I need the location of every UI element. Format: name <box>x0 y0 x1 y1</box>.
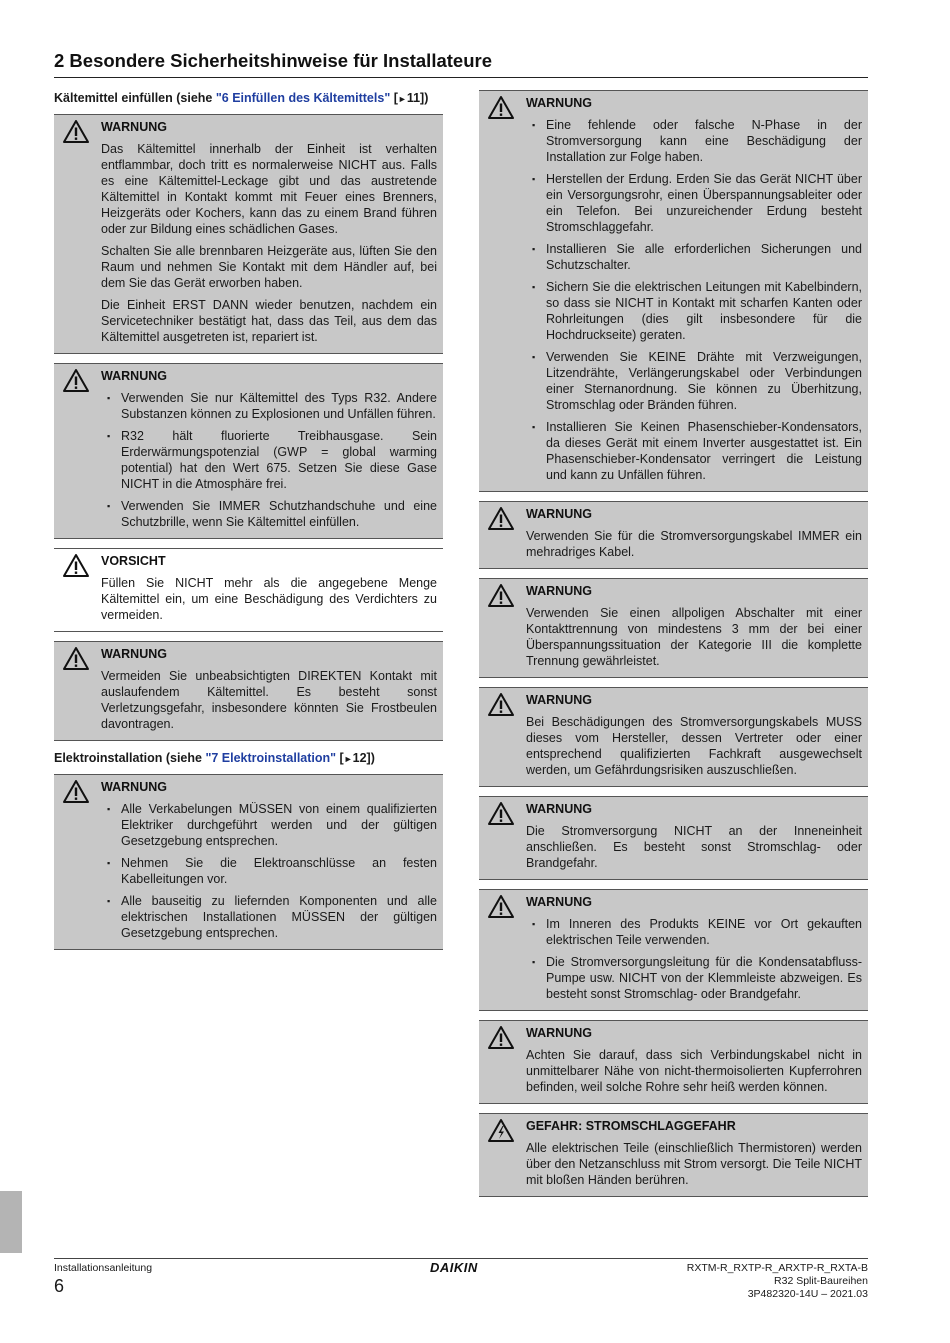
warning-triangle-icon <box>62 119 90 144</box>
box-title: WARNUNG <box>526 895 592 909</box>
danger-box <box>479 1113 868 1197</box>
box-paragraph: Achten Sie darauf, dass sich Verbindungskabel nicht in unmittelbarer Nähe von nicht-thermoisolierten Kupferrohren befinden, weil solche Rohre sehr heiß werden können. <box>526 1048 862 1094</box>
warning-box <box>54 114 443 354</box>
box-title: GEFAHR: STROMSCHLAGGEFAHR <box>526 1119 736 1133</box>
list-item: ▪ Verwenden Sie IMMER Schutzhandschuhe und eine Schutzbrille, wenn Sie Kältemittel einfüllen. <box>101 498 437 530</box>
box-paragraph: Bei Beschädigungen des Stromversorgungskabels MUSS dieses vom Hersteller, dessen Vertreter oder einer entsprechend qualifizierten Fachkraft ausgewechselt werden, um Gefährdungsrisiken auszuschließen. <box>526 715 862 777</box>
footer-doc-type: Installationsanleitung <box>54 1262 153 1274</box>
warning-triangle-icon <box>487 692 515 717</box>
warning-triangle-icon <box>62 368 90 393</box>
list-item: ▪ Alle bauseitig zu liefernden Komponenten und alle elektrischen Installationen MÜSSEN der gültigen Gesetzgebung entsprechen. <box>101 893 437 941</box>
footer-divider <box>54 1258 868 1259</box>
box-title: WARNUNG <box>101 120 167 134</box>
bullet-list <box>526 117 862 483</box>
caution-box <box>54 548 443 632</box>
warning-triangle-icon <box>62 646 90 671</box>
list-item: ▪ R32 hält fluorierte Treibhausgase. Sein Erderwärmungspotenzial (GWP = global warming potential) hat den Wert 675. Setzen Sie diese Gase NICHT in die Atmosphäre frei. <box>101 428 437 492</box>
box-title: WARNUNG <box>526 693 592 707</box>
link-electrical-installation[interactable]: "7 Elektroinstallation" <box>205 751 337 765</box>
page-arrow-icon: ► <box>343 754 353 764</box>
list-item: ▪ Nehmen Sie die Elektroanschlüsse an festen Kabelleitungen vor. <box>101 855 437 887</box>
page-arrow-icon: ► <box>397 94 407 104</box>
box-title: WARNUNG <box>526 96 592 110</box>
list-item: ▪ Alle Verkabelungen MÜSSEN von einem qualifizierten Elektriker durchgeführt werden und der gültigen Gesetzgebung entsprechen. <box>101 801 437 849</box>
warning-triangle-icon <box>487 583 515 608</box>
bullet-list <box>101 801 437 941</box>
box-paragraph: Alle elektrischen Teile (einschließlich Thermistoren) werden über den Netzanschluss mit Strom versorgt. Die Teile NICHT mit bloßen Händen berühren. <box>526 1141 862 1187</box>
box-title: WARNUNG <box>101 780 167 794</box>
list-item: ▪ Sichern Sie die elektrischen Leitungen mit Kabelbindern, so dass sie NICHT in Kontakt mit scharfen Kanten oder Rohrleitungen (dies gilt insbesondere für die Hochdruckseite) geraten. <box>526 279 862 343</box>
warning-box <box>54 363 443 539</box>
footer-meta <box>687 1262 868 1301</box>
box-paragraph: Die Stromversorgung NICHT an der Inneneinheit anschließen. Es besteht sonst Stromschlag- oder Brandgefahr. <box>526 824 862 870</box>
bullet-list <box>101 390 437 530</box>
left-column <box>54 90 443 959</box>
warning-box <box>479 90 868 492</box>
box-paragraph: Füllen Sie NICHT mehr als die angegebene Menge Kältemittel ein, um eine Beschädigung des Verdichters zu vermeiden. <box>101 576 437 622</box>
list-item: ▪ Eine fehlende oder falsche N-Phase in der Stromversorgung kann eine Beschädigung der Installation zur Folge haben. <box>526 117 862 165</box>
warning-triangle-icon <box>487 506 515 531</box>
warning-box <box>479 578 868 678</box>
page-number: 6 <box>54 1276 65 1296</box>
box-paragraph: Das Kältemittel innerhalb der Einheit ist verhalten entflammbar, doch tritt es normalerweise NICHT aus. Falls es eine Kältemittel-Leckage gibt und das austretende Kältemittel in Kontakt kommt mit Feuer eines Brenners, Heizgeräts oder Kochers, kann das zu einem Brand führen oder zur Bildung eines schädlichen Gases. <box>101 142 437 236</box>
list-item: ▪ Verwenden Sie nur Kältemittel des Typs R32. Andere Substanzen können zu Explosionen und Unfällen führen. <box>101 390 437 422</box>
warning-box <box>54 641 443 741</box>
page-title: 2 Besondere Sicherheitshinweise für Installateure <box>54 50 868 78</box>
side-tab-marker <box>0 1191 22 1253</box>
box-paragraph: Vermeiden Sie unbeabsichtigten DIREKTEN Kontakt mit auslaufendem Kältemittel. Es besteht sonst Verletzungsgefahr, insbesondere könnten Sie Frostbeulen davontragen. <box>101 669 437 731</box>
warning-box <box>479 687 868 787</box>
warning-triangle-icon <box>487 1025 515 1050</box>
section-heading-electrical: Elektroinstallation (siehe "7 Elektroinstallation" [►12]) <box>54 751 375 765</box>
warning-triangle-icon <box>62 779 90 804</box>
list-item: ▪ Herstellen der Erdung. Erden Sie das Gerät NICHT über ein Versorgungsrohr, einen Überspannungsableiter oder ein Telefon. Bei unzureichender Erdung besteht Stromschlaggefahr. <box>526 171 862 235</box>
list-item: ▪ Installieren Sie Keinen Phasenschieber-Kondensators, da dieses Gerät mit einem Inverter ausgestattet ist. Ein Phasenschieber-Kondensator verringert die Leistung und kann zu Unfällen führen. <box>526 419 862 483</box>
box-title: WARNUNG <box>101 369 167 383</box>
box-paragraph: Verwenden Sie einen allpoligen Abschalter mit einer Kontakttrennung von mindestens 3 mm der bei einer Überspannungssituation der Kategorie III die komplette Trennung gewährleistet. <box>526 606 862 668</box>
warning-box <box>479 501 868 569</box>
box-title: WARNUNG <box>526 1026 592 1040</box>
section-heading-refrigerant: Kältemittel einfüllen (siehe "6 Einfüllen des Kältemittels" [►11]) <box>54 91 429 105</box>
bullet-list <box>526 916 862 1002</box>
link-refrigerant-charging[interactable]: "6 Einfüllen des Kältemittels" <box>215 91 391 105</box>
footer-model-line: RXTM-R_RXTP-R_ARXTP-R_RXTA-B <box>686 1262 868 1274</box>
footer-series: R32 Split-Baureihen <box>774 1275 868 1287</box>
warning-box <box>54 774 443 950</box>
warning-triangle-icon <box>487 894 515 919</box>
footer-doc-code: 3P482320-14U – 2021.03 <box>747 1288 868 1300</box>
box-title: WARNUNG <box>526 802 592 816</box>
box-paragraph: Die Einheit ERST DANN wieder benutzen, nachdem ein Servicetechniker bestätigt hat, dass das Teil, aus dem das Kältemittel ausgetreten ist, repariert ist. <box>101 298 437 344</box>
warning-box <box>479 889 868 1011</box>
list-item: ▪ Installieren Sie alle erforderlichen Sicherungen und Schutzschalter. <box>526 241 862 273</box>
right-column <box>479 90 868 1206</box>
warning-triangle-icon <box>62 553 90 578</box>
box-paragraph: Schalten Sie alle brennbaren Heizgeräte aus, lüften Sie den Raum und nehmen Sie Kontakt mit dem Händler auf, bei dem Sie das Gerät erworben haben. <box>101 244 437 290</box>
warning-triangle-icon <box>487 801 515 826</box>
warning-triangle-icon <box>487 95 515 120</box>
warning-box <box>479 1020 868 1104</box>
box-title: WARNUNG <box>101 647 167 661</box>
brand-logo: DAIKIN <box>430 1260 478 1275</box>
list-item: ▪ Die Stromversorgungsleitung für die Kondensatabfluss-Pumpe usw. NICHT von der Klemmleiste abzweigen. Es besteht sonst Stromschlag- oder Brandgefahr. <box>526 954 862 1002</box>
warning-box <box>479 796 868 880</box>
box-title: VORSICHT <box>101 554 166 568</box>
box-title: WARNUNG <box>526 584 592 598</box>
box-title: WARNUNG <box>526 507 592 521</box>
list-item: ▪ Verwenden Sie KEINE Drähte mit Verzweigungen, Litzendrähte, Verlängerungskabel oder Verbindungen einer Sternanordnung. Sie können zu Überhitzung, Stromschlag oder Bränden führen. <box>526 349 862 413</box>
list-item: ▪ Im Inneren des Produkts KEINE vor Ort gekauften elektrischen Teile verwenden. <box>526 916 862 948</box>
electric-hazard-icon <box>487 1118 515 1143</box>
box-paragraph: Verwenden Sie für die Stromversorgungskabel IMMER ein mehradriges Kabel. <box>526 529 862 559</box>
